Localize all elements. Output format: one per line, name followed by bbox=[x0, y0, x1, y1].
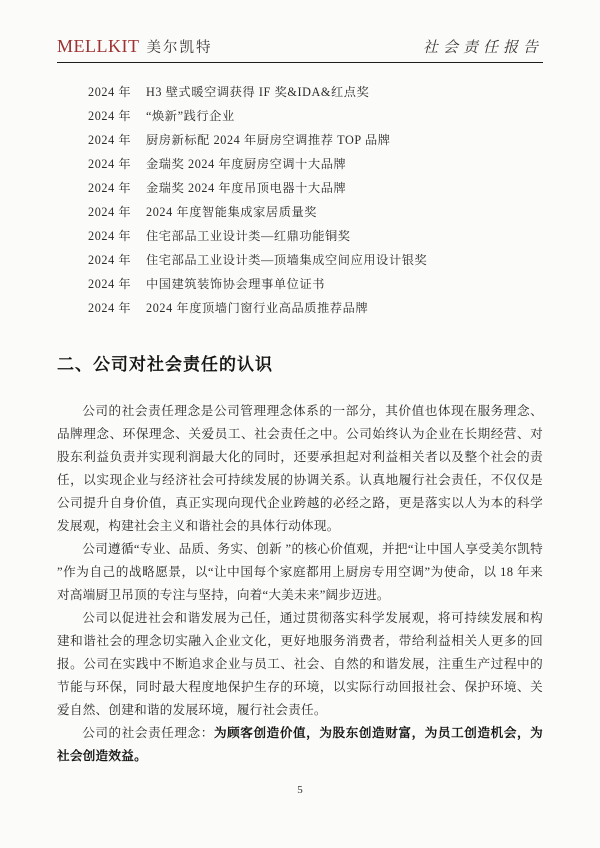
page-footer bbox=[0, 780, 600, 798]
award-title: 住宅部品工业设计类—红鼎功能铜奖 bbox=[146, 229, 351, 243]
award-title: 金瑞奖 2024 年度厨房空调十大品牌 bbox=[146, 157, 347, 171]
brand-logo-cn: 美尔凯特 bbox=[146, 40, 213, 56]
award-year: 2024 年 bbox=[88, 85, 132, 99]
paragraph-responsibility-concept: 公司的社会责任理念是公司管理理念体系的一部分，其价值也体现在服务理念、品牌理念、环保理念、关爱员工、社会责任之中。公司始终认为企业在长期经营、对股东利益负责并实现利润最大化的同时，还要承担起对利益相关者以及整个社会的责任，以实现企业与经济社会可持续发展的协调关系。认真地履行社会责任，不仅仅是公司提升自身价值，真正实现向现代企业跨越的必经之路，更是落实以人为本的科学发展观，构建社会主义和谐社会的具体行动体现。 bbox=[57, 404, 543, 533]
page-number: 5 bbox=[297, 784, 303, 796]
paragraph-responsibility-statement bbox=[57, 722, 543, 768]
paragraph-harmonious-development: 公司以促进社会和谐发展为己任，通过贯彻落实科学发展观，将可持续发展和构建和谐社会的理念切实融入企业文化，更好地服务消费者，带给利益相关人更多的回报。公司在实践中不断追求企业与员工、社会、自然的和谐发展，注重生产过程中的节能与环保，同时最大程度地保护生存的环境，以实际行动回报社会、保护环境、关爱自然、创建和谐的发展环境，履行社会责任。 bbox=[57, 611, 543, 717]
awards-list bbox=[57, 83, 543, 323]
award-row bbox=[88, 203, 543, 227]
award-row bbox=[88, 275, 543, 299]
award-year: 2024 年 bbox=[88, 181, 132, 195]
award-year: 2024 年 bbox=[88, 205, 132, 219]
award-year: 2024 年 bbox=[88, 229, 132, 243]
doc-title: 社会责任报告 bbox=[422, 40, 543, 56]
award-title: 金瑞奖 2024 年度吊顶电器十大品牌 bbox=[146, 181, 347, 195]
award-row bbox=[88, 155, 543, 179]
award-row bbox=[88, 131, 543, 155]
award-row bbox=[88, 251, 543, 275]
award-title: 住宅部品工业设计类—顶墙集成空间应用设计银奖 bbox=[146, 253, 428, 267]
section-heading: 二、公司对社会责任的认识 bbox=[57, 355, 273, 374]
award-row bbox=[88, 107, 543, 131]
award-year: 2024 年 bbox=[88, 277, 132, 291]
award-title: H3 壁式暖空调获得 IF 奖&IDA&红点奖 bbox=[146, 85, 370, 99]
award-title: “焕新”践行企业 bbox=[146, 109, 235, 123]
award-year: 2024 年 bbox=[88, 157, 132, 171]
award-title: 中国建筑装饰协会理事单位证书 bbox=[146, 277, 326, 291]
award-row bbox=[88, 227, 543, 251]
statement-bold: 为顾客创造价值，为股东创造财富，为员工创造机会，为社会创造效益。 bbox=[57, 726, 544, 763]
statement-prefix: 公司的社会责任理念： bbox=[82, 726, 214, 740]
page-header bbox=[57, 36, 543, 63]
award-row bbox=[88, 83, 543, 107]
award-title: 2024 年度智能集成家居质量奖 bbox=[146, 205, 318, 219]
award-year: 2024 年 bbox=[88, 301, 132, 315]
award-year: 2024 年 bbox=[88, 253, 132, 267]
award-title: 厨房新标配 2024 年厨房空调推荐 TOP 品牌 bbox=[146, 133, 391, 147]
award-row bbox=[88, 179, 543, 203]
brand-logo-en: MELLKIT bbox=[57, 36, 140, 56]
award-year: 2024 年 bbox=[88, 133, 132, 147]
award-row bbox=[88, 299, 543, 323]
award-title: 2024 年度顶墙门窗行业高品质推荐品牌 bbox=[146, 301, 369, 315]
body-text bbox=[57, 400, 543, 768]
brand-logo bbox=[57, 36, 212, 57]
award-year: 2024 年 bbox=[88, 109, 132, 123]
paragraph-core-values: 公司遵循“专业、品质、务实、创新 ”的核心价值观，并把“让中国人享受美尔凯特 ”作为自己的战略愿景，以“让中国每个家庭都用上厨房专用空调”为使命，以 18 年来对高端厨卫吊顶的专注与坚持，向着“大美未来”阔步迈进。 bbox=[57, 542, 543, 602]
